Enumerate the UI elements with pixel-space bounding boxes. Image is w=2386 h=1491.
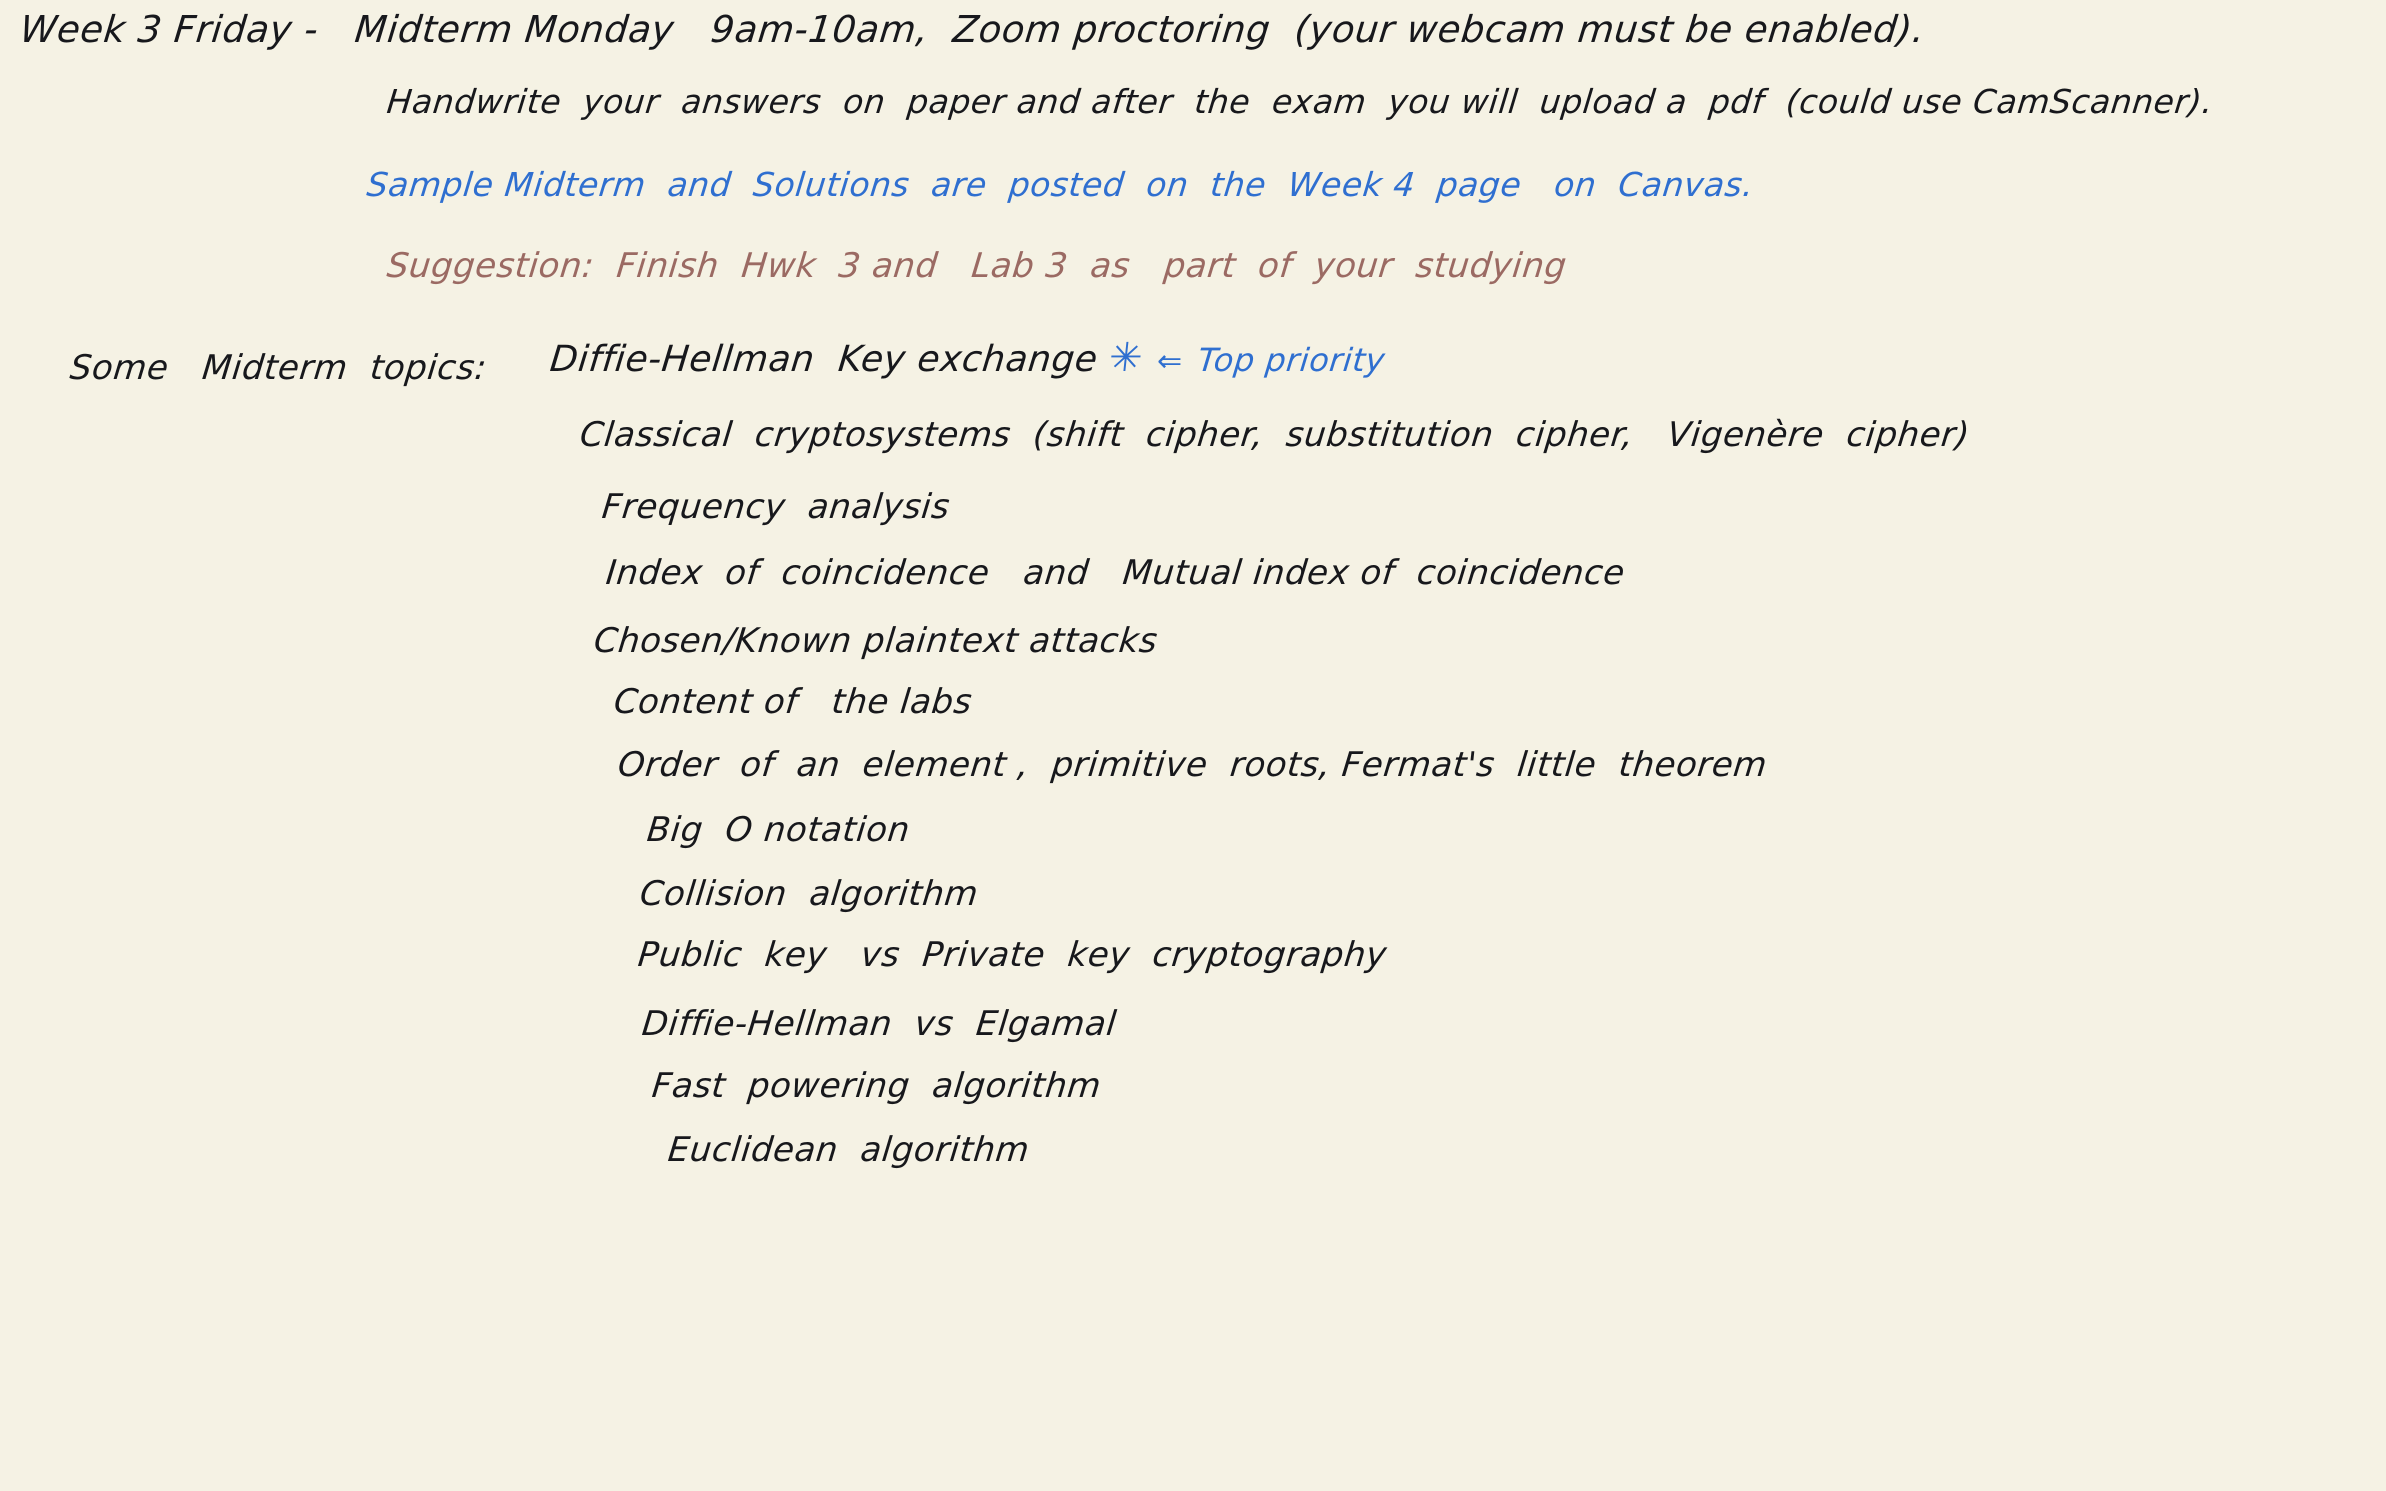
topic-item-4: Chosen/Known plaintext attacks [592, 621, 1160, 661]
priority-star-icon: ✳ [1107, 335, 1146, 381]
topic-item-10: Diffie-Hellman vs Elgamal [640, 1004, 1119, 1044]
topic-item-9: Public key vs Private key cryptography [636, 935, 1389, 975]
topic-item-12: Euclidean algorithm [666, 1130, 1032, 1170]
priority-arrow-icon: ⇐ [1156, 344, 1183, 379]
topic-item-11: Fast powering algorithm [650, 1066, 1104, 1106]
header-line-4-suggestion: Suggestion: Finish Hwk 3 and Lab 3 as part of your studying [385, 246, 1569, 286]
header-line-3-canvas-note: Sample Midterm and Solutions are posted on the Week 4 page on Canvas. [365, 165, 1756, 204]
topic-item-3: Index of coincidence and Mutual index of coincidence [604, 553, 1627, 593]
topic-item-0: Diffie-Hellman Key exchange [548, 339, 1100, 380]
header-line-1: Week 3 Friday - Midterm Monday 9am-10am, Zoom proctoring (your webcam must be enabled). [18, 8, 1927, 51]
topic-item-5: Content of the labs [612, 682, 975, 722]
topic-item-7: Big O notation [645, 810, 912, 850]
priority-note: Top priority [1196, 341, 1388, 379]
topic-item-2: Frequency analysis [600, 487, 952, 527]
midterm-topics-label: Some Midterm topics: [68, 348, 489, 388]
topic-item-6: Order of an element , primitive roots, Fermat's little theorem [616, 745, 1770, 785]
topic-item-1: Classical cryptosystems (shift cipher, substitution cipher, Vigenère cipher) [578, 415, 1972, 455]
topic-item-8: Collision algorithm [638, 874, 981, 914]
header-line-2: Handwrite your answers on paper and after the exam you will upload a pdf (could use CamScanner). [385, 82, 2216, 121]
topic-item-row-priority [548, 335, 1388, 381]
